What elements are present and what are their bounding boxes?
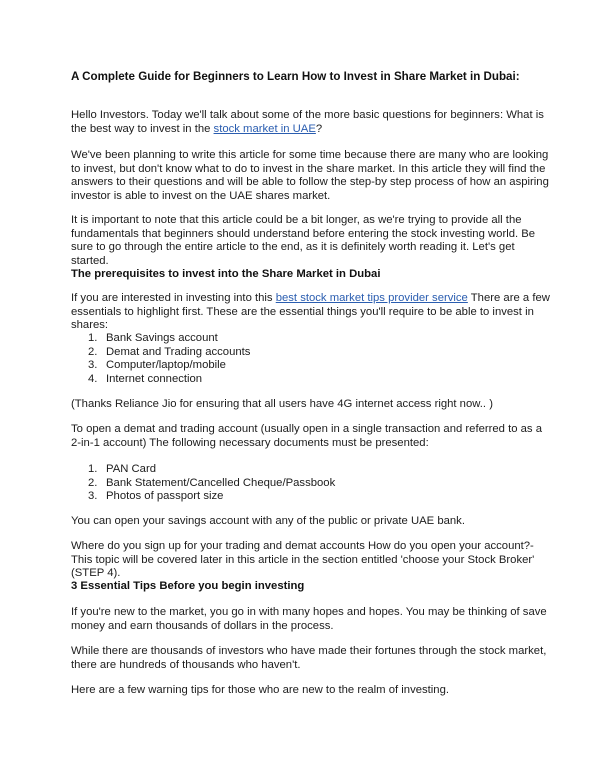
paragraph-thanks-jio: (Thanks Reliance Jio for ensuring that all users have 4G internet access right now.. )	[71, 398, 493, 410]
paragraph-new-to-market: If you're new to the market, you go in with many hopes and hopes. You may be thinking of save money and earn thousands of dollars in the process.	[71, 606, 547, 632]
list-item: 3. Computer/laptop/mobile	[88, 359, 226, 372]
heading-essential-tips: 3 Essential Tips Before you begin investing	[71, 580, 305, 592]
paragraph-sign-up: Where do you sign up for your trading and demat accounts How do you open your account?- This topic will be covered later in this article in the section entitled 'choose your Stock Broker' (STEP 4).	[71, 540, 535, 580]
list-item: 1. PAN Card	[88, 463, 157, 475]
stock-market-uae-link[interactable]: stock market in UAE	[213, 122, 316, 135]
prerequisites-list	[71, 332, 250, 386]
prereq-text-end: There are a few essentials to highlight first. These are the essential things you'll require to be able to invest in shares:	[71, 292, 550, 332]
documents-list	[71, 463, 335, 504]
intro-paragraph	[71, 109, 551, 136]
paragraph-important-note: It is important to note that this article could be a bit longer, as we're trying to provide all the fundamentals that beginners should understand before entering the stock investing world. Be sure to go through the entire article to the end, as it is definitely worth reading it. Let's get started.	[71, 214, 536, 267]
paragraph-savings-account: You can open your savings account with any of the public or private UAE bank.	[71, 515, 465, 527]
list-item: 4. Internet connection	[88, 372, 203, 385]
paragraph-planning: We've been planning to write this article for some time because there are many who are looking to invest, but don't know what to do to invest in the share market. In this article they will find the answers to their questions and will be able to follow the step-by step process of how an aspiring investor is able to invest on the UAE shares market.	[71, 149, 549, 202]
intro-text-end: ?	[315, 122, 323, 135]
list-item: 1. Bank Savings account	[88, 332, 218, 344]
prereq-text: If you are interested in investing into this	[71, 292, 276, 304]
paragraph-warning-tips: Here are a few warning tips for those who are new to the realm of investing.	[71, 684, 450, 696]
paragraph-prerequisites	[71, 292, 551, 333]
list-item: 3. Photos of passport size	[88, 490, 224, 503]
intro-text: Hello Investors. Today we'll talk about some of the more basic questions for beginners: What is the best way to invest in the	[71, 109, 544, 135]
document-title: A Complete Guide for Beginners to Learn How to Invest in Share Market in Dubai:	[71, 70, 520, 83]
heading-prerequisites: The prerequisites to invest into the Share Market in Dubai	[71, 268, 381, 280]
tips-provider-link[interactable]: best stock market tips provider service	[275, 292, 468, 304]
list-item: 2. Demat and Trading accounts	[88, 345, 251, 358]
paragraph-thousands-investors: While there are thousands of investors who have made their fortunes through the stock market, there are hundreds of thousands who haven't.	[71, 645, 547, 671]
list-item: 2. Bank Statement/Cancelled Cheque/Passbook	[88, 476, 336, 489]
paragraph-open-account: To open a demat and trading account (usually open in a single transaction and referred to as a 2-in-1 account) The following necessary documents must be presented:	[71, 423, 543, 449]
